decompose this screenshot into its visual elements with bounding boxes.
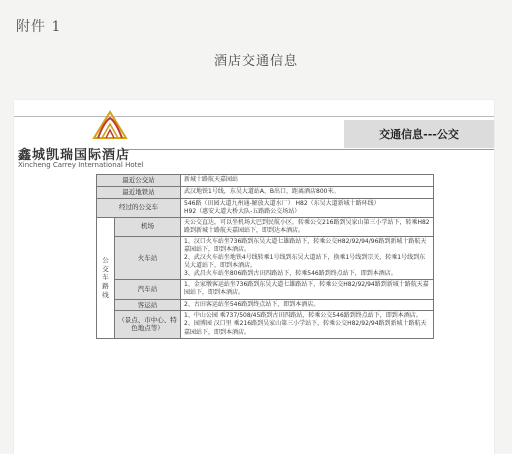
table-row [97,280,434,299]
attachment-label: 附件 1 [16,19,62,35]
route-text: 1、金家墩客运站坐736路到东吴大道七雄路站下，转乘公交H82/92/94路到新城十路航天嘉园站下，即到本酒店。 [184,281,429,297]
route-text: 1、汉口火车站坐736路到东吴大道七雄路站下，转乘公交H82/92/94/96路到新城十路航天嘉园站下，即到本酒店。 [184,237,427,253]
transport-table [96,174,434,339]
hotel-logo-icon [90,108,130,146]
nearest-bus-stop-value: 新城十路航天嘉园站 [181,175,434,187]
table-row [97,186,434,198]
header-rule [14,116,494,117]
table-row [97,198,434,217]
hotel-name-cn: 鑫城凯瑞国际酒店 [18,148,131,163]
train-station-route [181,236,434,279]
nearest-bus-stop-label: 最近公交站 [97,175,181,187]
hotel-info-sheet [14,100,494,454]
bus-lines-label: 经过的公交车 [97,198,181,217]
route-text: 天公交直达，可以坐机场大巴到民航小区，转乘公交216路到吴家山第三小学站下，转乘H82路到新城十路航天嘉园站下，即到达本酒店。 [184,218,430,234]
route-text: 2、武汉火车站坐地铁4号线转乘1号线到东吴大道站下，换乘1号线到宗关，转乘1号线到东吴大道站下，即到本酒店。 [184,254,426,270]
bus-line-text: 546路（田园大道九州通-解放大道水厂） H82（东吴大道新城十路环线） [184,199,380,207]
bus-line-text: H92（惠安大道大桥大队-五路路公交场站） [184,207,301,215]
section-title: 交通信息---公交 [344,120,494,148]
hotel-name-en: Xincheng Carrey International Hotel [18,161,144,169]
bus-station-route [181,280,434,299]
route-text: 2、园博园 汉口里 乘216路到吴家山第三小学站下，转乘公交H82/92/94路到新城十路航天嘉园站下，即到本酒店。 [184,320,427,336]
document-title: 酒店交通信息 [213,54,298,69]
table-row [97,299,434,311]
attractions-route [181,311,434,338]
route-text: 3、武昌火车站坐806路到古田四路站下，转乘546路到终点站下，即到本酒店。 [184,270,397,278]
table-row [97,236,434,279]
coach-station-label: 客运站 [115,299,181,311]
table-row [97,175,434,187]
section-rule [124,149,494,150]
route-group-label: 公交车路线 [97,217,115,338]
airport-route [181,217,434,236]
coach-station-route [181,299,434,311]
train-station-label: 火车站 [115,236,181,279]
table-row [97,217,434,236]
table-row [97,311,434,338]
nearest-metro-label: 最近地铁站 [97,186,181,198]
bus-station-label: 汽车站 [115,280,181,299]
attractions-label: （景点、市中心、特色地点等） [115,311,181,338]
route-text: 1、中山公园 乘737/508/45路到古田四路站，转乘公交546路到终点站下，即到本酒店。 [184,312,422,320]
route-text: 2、古田客运站坐546路到终点站下，即到本酒店。 [184,300,320,308]
nearest-metro-value: 武汉地铁1号线，东吴大道站A、B出口，距离酒店800米。 [181,186,434,198]
airport-label: 机场 [115,217,181,236]
bus-lines-value [181,198,434,217]
